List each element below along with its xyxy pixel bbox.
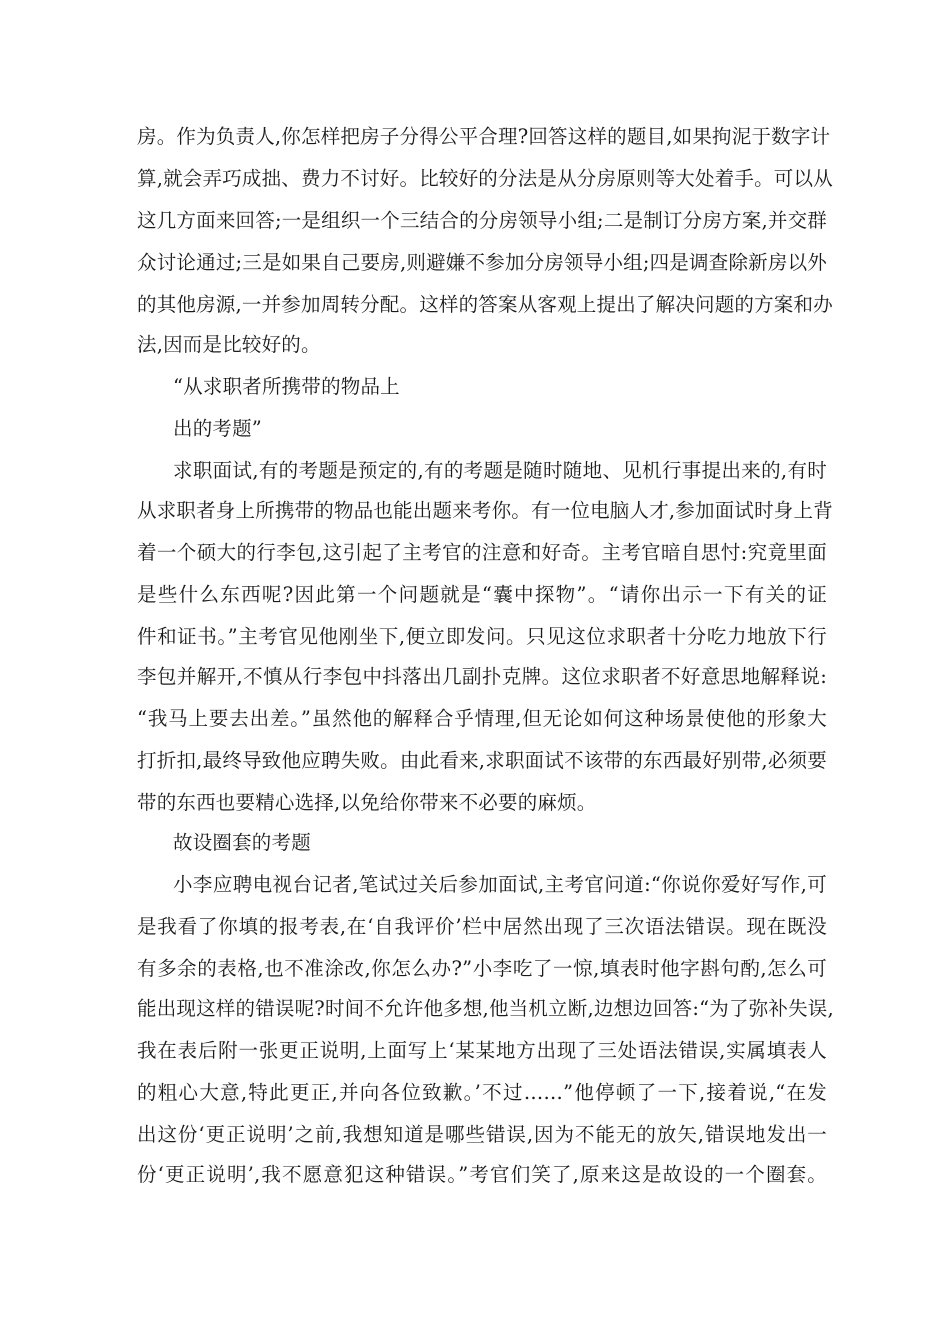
text-line: 份‘更正说明’,我不愿意犯这种错误。”考官们笑了,原来这是故设的一个圈套。 (137, 1163, 827, 1186)
text-line: 的其他房源,一并参加周转分配。这样的答案从客观上提出了解决问题的方案和办 (137, 293, 833, 316)
text-line: 算,就会弄巧成拙、费力不讨好。比较好的分法是从分房原则等大处着手。可以从 (137, 167, 833, 190)
text-line: 法,因而是比较好的。 (137, 333, 321, 356)
text-line: 从求职者身上所携带的物品也能出题来考你。有一位电脑人才,参加面试时身上背 (137, 499, 833, 522)
section-heading: 出的考题” (173, 417, 262, 440)
text-line: 带的东西也要精心选择,以免给你带来不必要的麻烦。 (137, 791, 597, 814)
text-line: 房。作为负责人,你怎样把房子分得公平合理?回答这样的题目,如果拘泥于数字计 (137, 125, 831, 148)
text-line: 是我看了你填的报考表,在‘自我评价’栏中居然出现了三次语法错误。现在既没 (137, 915, 827, 938)
text-line: 是些什么东西呢?因此第一个问题就是“囊中探物”。“请你出示一下有关的证 (137, 583, 827, 606)
text-line: 打折扣,最终导致他应聘失败。由此看来,求职面试不该带的东西最好别带,必须要 (137, 749, 827, 772)
text-line: 众讨论通过;三是如果自己要房,则避嫌不参加分房领导小组;四是调查除新房以外 (137, 251, 827, 274)
text-line: 这几方面来回答;一是组织一个三结合的分房领导小组;二是制订分房方案,并交群 (137, 209, 827, 232)
text-line: 出这份‘更正说明’之前,我想知道是哪些错误,因为不能无的放矢,错误地发出一 (137, 1123, 827, 1146)
text-line: 求职面试,有的考题是预定的,有的考题是随时随地、见机行事提出来的,有时 (173, 459, 827, 482)
text-line: “我马上要去出差。”虽然他的解释合乎情理,但无论如何这种场景使他的形象大 (137, 707, 827, 730)
text-line: 李包并解开,不慎从行李包中抖落出几副扑克牌。这位求职者不好意思地解释说: (137, 665, 827, 688)
text-line: 的粗心大意,特此更正,并向各位致歉。’不过……”他停顿了一下,接着说,“在发 (137, 1081, 827, 1104)
text-line: 件和证书。”主考官见他刚坐下,便立即发问。只见这位求职者十分吃力地放下行 (137, 625, 827, 648)
text-line: 着一个硕大的行李包,这引起了主考官的注意和好奇。主考官暗自思忖:究竟里面 (137, 541, 827, 564)
section-heading: “从求职者所携带的物品上 (173, 375, 400, 398)
text-line: 小李应聘电视台记者,笔试过关后参加面试,主考官问道:“你说你爱好写作,可 (173, 873, 827, 896)
section-heading: 故设圈套的考题 (173, 831, 311, 854)
text-line: 能出现这样的错误呢?时间不允许他多想,他当机立断,边想边回答:“为了弥补失误, (137, 997, 834, 1020)
text-line: 我在表后附一张更正说明,上面写上‘某某地方出现了三处语法错误,实属填表人 (137, 1039, 827, 1062)
text-line: 有多余的表格,也不准涂改,你怎么办?”小李吃了一惊,填表时他字斟句酌,怎么可 (137, 957, 827, 980)
